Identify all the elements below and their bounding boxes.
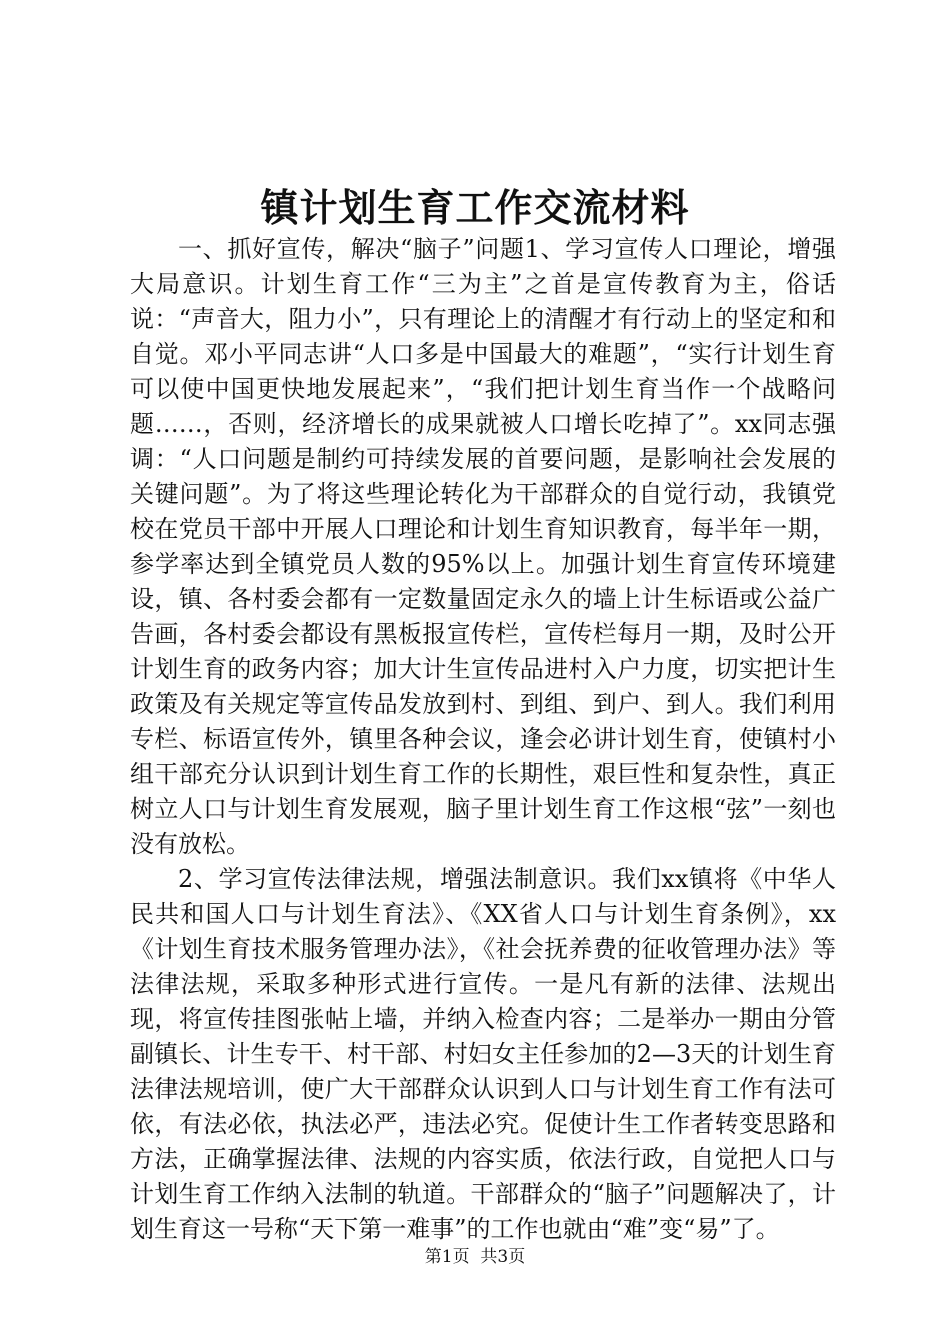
page-footer [0, 1245, 950, 1269]
paragraph-1: 一、抓好宣传，解决“脑子”问题1、学习宣传人口理论，增强大局意识。计划生育工作“三为主”之首是宣传教育为主，俗话说：“声音大，阻力小”，只有理论上的清醒才有行动上的坚定和和自觉。邓小平同志讲“人口多是中国最大的难题”，“实行计划生育可以使中国更快地发展起来”，“我们把计划生育当作一个战略问题……，否则，经济增长的成果就被人口增长吃掉了”。xx同志强调：“人口问题是制约可持续发展的首要问题，是影响社会发展的关键问题”。为了将这些理论转化为干部群众的自觉行动，我镇党校在党员干部中开展人口理论和计划生育知识教育，每半年一期，参学率达到全镇党员人数的95%以上。加强计划生育宣传环境建设，镇、各村委会都有一定数量固定永久的墙上计生标语或公益广告画，各村委会都设有黑板报宣传栏，宣传栏每月一期，及时公开计划生育的政务内容；加大计生宣传品进村入户力度，切实把计生政策及有关规定等宣传品发放到村、到组、到户、到人。我们利用专栏、标语宣传外，镇里各种会议，逢会必讲计划生育，使镇村小组干部充分认识到计划生育工作的长期性，艰巨性和复杂性，真正树立人口与计划生育发展观，脑子里计划生育工作这根“弦”一刻也没有放松。 [130, 235, 836, 858]
paragraph-2: 2、学习宣传法律法规，增强法制意识。我们xx镇将《中华人民共和国人口与计划生育法》、《XX省人口与计划生育条例》，xx《计划生育技术服务管理办法》，《社会抚养费的征收管理办法》等法律法规，采取多种形式进行宣传。一是凡有新的法律、法规出现，将宣传挂图张帖上墙，并纳入检查内容；二是举办一期由分管副镇长、计生专干、村干部、村妇女主任参加的2—3天的计划生育法律法规培训，使广大干部群众认识到人口与计划生育工作有法可依，有法必依，执法必严，违法必究。促使计生工作者转变思路和方法，正确掌握法律、法规的内容实质，依法行政，自觉把人口与计划生育工作纳入法制的轨道。干部群众的“脑子”问题解决了，计划生育这一号称“天下第一难事”的工作也就由“难”变“易”了。 [130, 865, 836, 1243]
page-number-label: 第1页 共3页 [424, 1247, 526, 1267]
document-body [130, 232, 836, 1247]
document-title: 镇计划生育工作交流材料 [260, 185, 690, 230]
